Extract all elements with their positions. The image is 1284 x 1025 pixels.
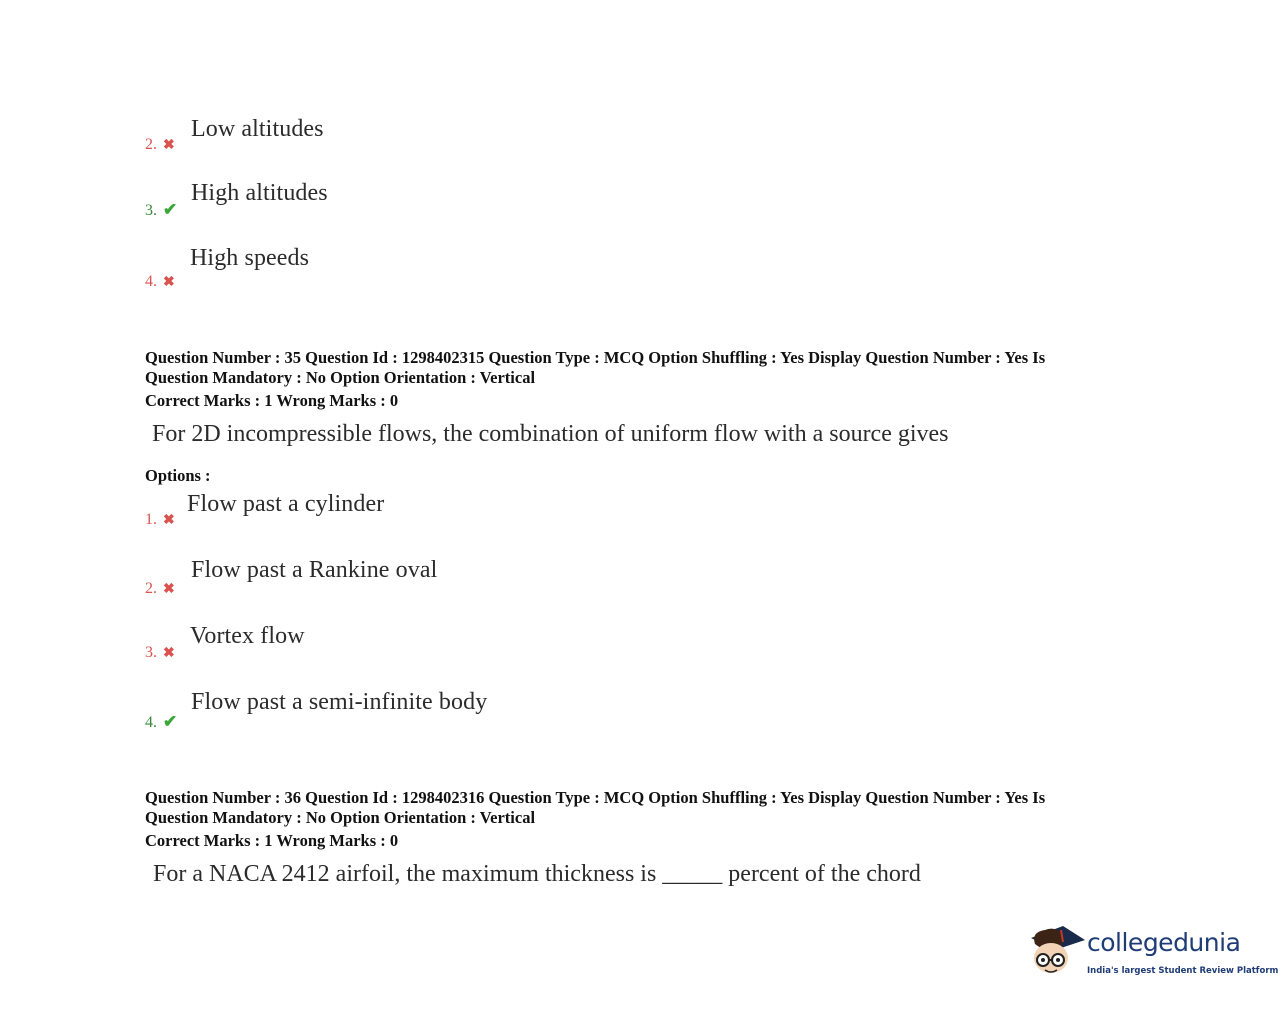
prev-option-3-marker — [145, 200, 177, 220]
cross-mark-icon: ✖ — [163, 275, 175, 290]
logo-tagline: India's largest Student Review Platform — [1087, 966, 1279, 976]
option-number: 3. — [145, 644, 157, 661]
prev-option-4-text: High speeds — [190, 245, 310, 271]
collegedunia-logo — [1025, 918, 1279, 990]
prev-option-4-marker — [145, 273, 175, 291]
option-number: 2. — [145, 136, 157, 153]
mascot-icon — [1025, 918, 1087, 988]
q35-option-1-marker — [145, 511, 175, 529]
logo-brand-text: collegedunia — [1087, 928, 1241, 957]
q35-option-4-text: Flow past a semi-infinite body — [191, 689, 488, 715]
q35-option-2-marker — [145, 580, 175, 598]
cross-mark-icon: ✖ — [163, 582, 175, 597]
q36-meta — [145, 788, 1105, 828]
q36-meta-line2: Question Mandatory : No Option Orientation : Vertical — [145, 808, 536, 827]
prev-option-2-text: Low altitudes — [191, 116, 324, 142]
q35-marks: Correct Marks : 1 Wrong Marks : 0 — [145, 391, 399, 410]
q36-question-text: For a NACA 2412 airfoil, the maximum thickness is _____ percent of the chord — [153, 861, 921, 887]
check-mark-icon: ✔ — [163, 712, 178, 731]
option-number: 1. — [145, 511, 157, 528]
cross-mark-icon: ✖ — [163, 513, 175, 528]
q36-marks: Correct Marks : 1 Wrong Marks : 0 — [145, 831, 399, 850]
q35-option-2-text: Flow past a Rankine oval — [191, 557, 438, 583]
q35-option-1-text: Flow past a cylinder — [187, 491, 385, 517]
q35-option-3-text: Vortex flow — [190, 623, 305, 649]
option-number: 4. — [145, 273, 157, 290]
q35-question-text: For 2D incompressible flows, the combination of uniform flow with a source gives — [152, 421, 949, 447]
prev-option-3-text: High altitudes — [191, 180, 328, 206]
cross-mark-icon: ✖ — [163, 646, 175, 661]
q35-meta-line2: Question Mandatory : No Option Orientation : Vertical — [145, 368, 536, 387]
q35-options-label: Options : — [145, 466, 211, 485]
q35-meta — [145, 348, 1105, 388]
prev-option-2-marker — [145, 136, 175, 154]
q35-option-3-marker — [145, 644, 175, 662]
check-mark-icon: ✔ — [163, 200, 178, 219]
option-number: 2. — [145, 580, 157, 597]
cross-mark-icon: ✖ — [163, 138, 175, 153]
option-number: 3. — [145, 202, 157, 219]
q36-meta-line1: Question Number : 36 Question Id : 1298402316 Question Type : MCQ Option Shuffling : Yes Display Question Number : Yes Is — [145, 788, 1046, 807]
q35-meta-line1: Question Number : 35 Question Id : 1298402315 Question Type : MCQ Option Shuffling : Yes Display Question Number : Yes Is — [145, 348, 1046, 367]
option-number: 4. — [145, 714, 157, 731]
q35-option-4-marker — [145, 712, 177, 732]
